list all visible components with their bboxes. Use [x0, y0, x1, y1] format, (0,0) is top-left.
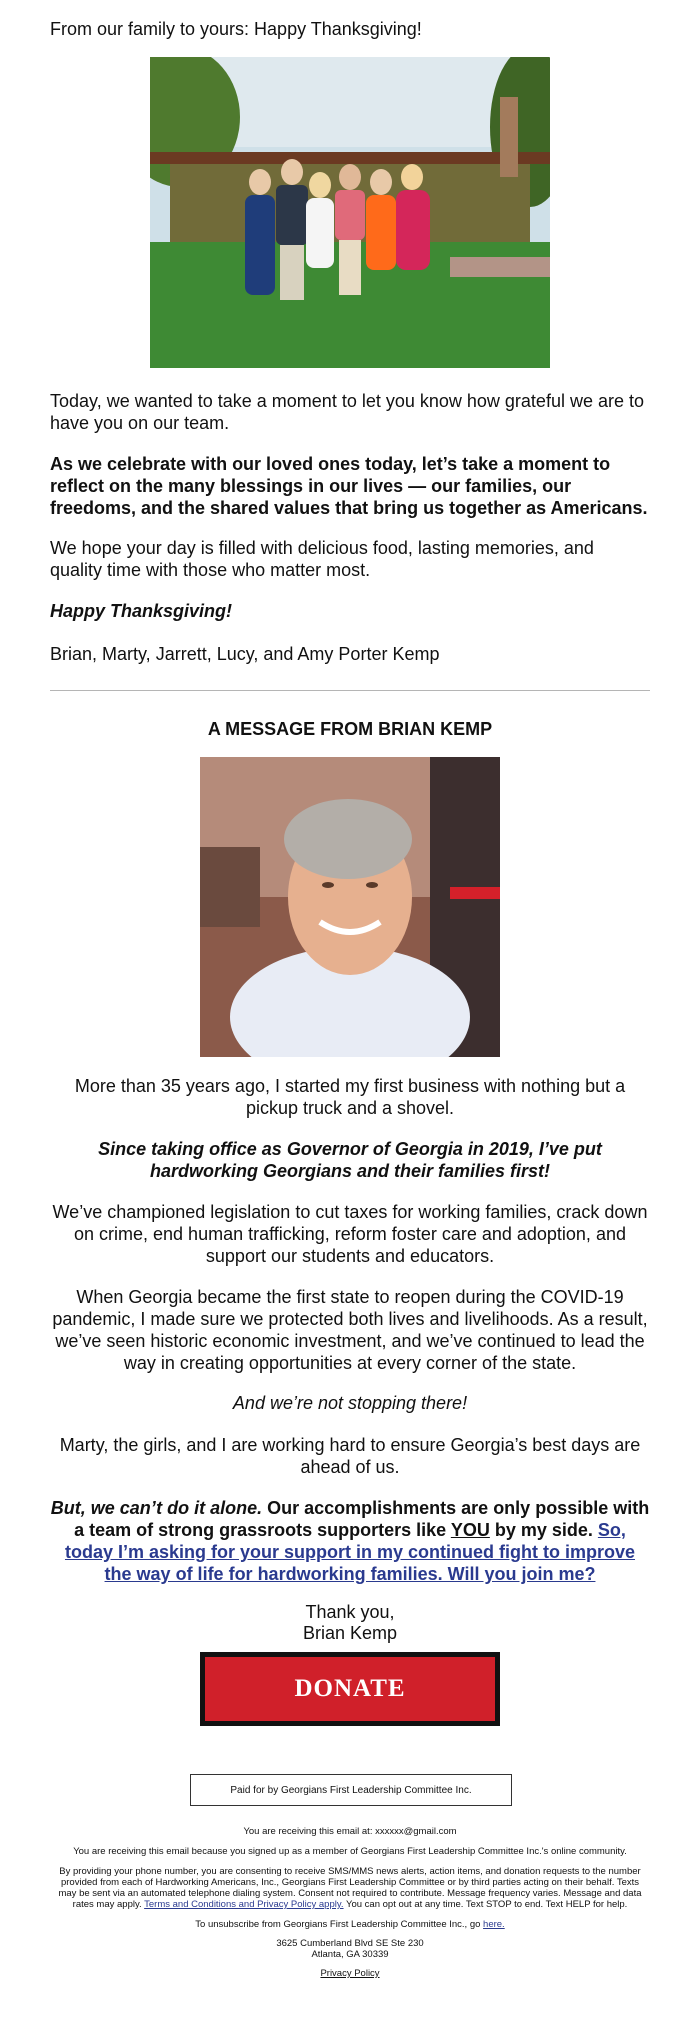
family-signoff: Brian, Marty, Jarrett, Lucy, and Amy Porter Kemp: [50, 644, 440, 664]
message-paragraph-1: More than 35 years ago, I started my first business with nothing but a pickup truck and a shovel.: [74, 1076, 626, 1118]
portrait-image: [200, 757, 500, 1057]
privacy-wrap: [55, 1968, 645, 1979]
greeting-text: From our family to yours: Happy Thanksgiving!: [50, 19, 422, 39]
unsubscribe-text: To unsubscribe from Georgians First Leadership Committee Inc., go: [195, 1919, 484, 1930]
accomplishments-text: Our accomplishments are only possible with a team of strong grassroots supporters like: [74, 1498, 650, 1540]
blessings-text: As we celebrate with our loved ones today, let’s take a moment to reflect on the many blessings in our lives — our families, our freedoms, and the shared values that bring us together as Americans.: [50, 454, 648, 518]
footer-address-2: Atlanta, GA 30339: [311, 1949, 389, 1960]
message-paragraph-7: [50, 1497, 650, 1585]
footer-unsubscribe: [55, 1919, 645, 1930]
by-my-side-text: by my side.: [489, 1520, 598, 1540]
intro-text: Today, we wanted to take a moment to let you know how grateful we are to have you on our team.: [50, 391, 644, 433]
message-heading: A MESSAGE FROM BRIAN KEMP: [207, 719, 493, 739]
cant-do-it-alone: But, we can’t do it alone.: [50, 1498, 263, 1518]
message-paragraph-4: When Georgia became the first state to reopen during the COVID-19 pandemic, I made sure we protected both lives and livelihoods. As a result, we’ve seen historic economic investment, and we’ve continued to lead the way in creating opportunities at every corner of the state.: [52, 1287, 648, 1373]
family-photo-image: [150, 57, 550, 368]
footer: [55, 1826, 645, 1979]
message-paragraph-2: Since taking office as Governor of Georgia in 2019, I’ve put hardworking Georgians and their families first!: [98, 1139, 602, 1181]
message-paragraph-5: And we’re not stopping there!: [232, 1393, 468, 1413]
message-paragraph-3: We’ve championed legislation to cut taxes for working families, crack down on crime, end human trafficking, reform foster care and adoption, and support our students and educators.: [52, 1202, 648, 1266]
donate-label: DONATE: [294, 1675, 406, 1702]
privacy-policy-link[interactable]: Privacy Policy: [320, 1968, 380, 1979]
donate-button[interactable]: [200, 1652, 500, 1726]
happy-thanksgiving-text: Happy Thanksgiving!: [50, 601, 233, 621]
thanks-line-1: Thank you,: [305, 1602, 395, 1622]
footer-consent-text: By providing your phone number, you are consenting to receive SMS/MMS news alerts, action items, and donation requests to the number provided from each of Hardworking Americans, Inc., Georgians First Leadership Committee or by third parties acting on their behalf. Texts may be sent via an automated telephone dialing system. Consent not required to contribute. Message frequency varies. Message and data rates may apply.: [58, 1866, 642, 1910]
divider: [50, 690, 650, 691]
footer-receiving: You are receiving this email at: xxxxxx@gmail.com: [243, 1826, 457, 1837]
terms-link[interactable]: Terms and Conditions and Privacy Policy apply.: [144, 1899, 344, 1910]
you-emphasis: YOU: [450, 1520, 490, 1540]
join-me-link[interactable]: So, today I’m asking for your support in my continued fight to improve the way of life for hardworking families. Will you join me?: [64, 1520, 636, 1584]
family-photo: [150, 57, 550, 368]
footer-consent-tail: You can opt out at any time. Text STOP to end. Text HELP for help.: [343, 1899, 628, 1910]
footer-consent: [55, 1866, 645, 1910]
hope-text: We hope your day is filled with delicious food, lasting memories, and quality time with those who matter most.: [50, 538, 594, 580]
message-paragraph-6: Marty, the girls, and I are working hard to ensure Georgia’s best days are ahead of us.: [59, 1435, 641, 1477]
brian-kemp-portrait: [200, 757, 500, 1057]
unsubscribe-link[interactable]: here.: [483, 1919, 505, 1930]
thanks-line-2: Brian Kemp: [302, 1623, 398, 1643]
paid-for-text: Paid for by Georgians First Leadership Committee Inc.: [230, 1784, 472, 1796]
paid-for-box: [190, 1774, 512, 1806]
footer-address-1: 3625 Cumberland Blvd SE Ste 230: [276, 1938, 424, 1949]
footer-signed-up: You are receiving this email because you signed up as a member of Georgians First Leadership Committee Inc.'s online community.: [73, 1846, 627, 1857]
